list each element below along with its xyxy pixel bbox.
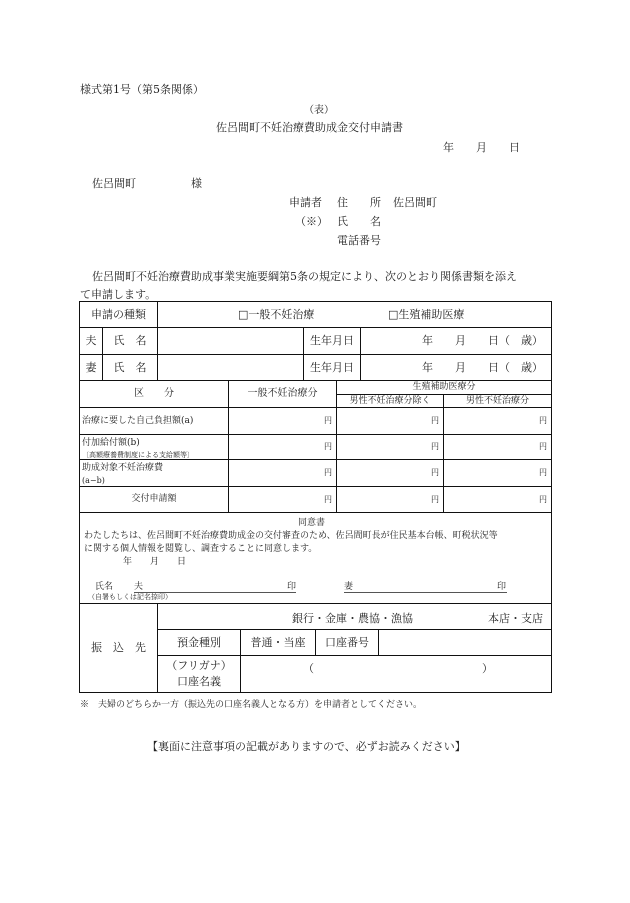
general-treatment-column-header: 一般不妊治療分 bbox=[247, 388, 318, 399]
yen-cell[interactable]: 円 bbox=[539, 442, 547, 452]
subsidy-target-row-label bbox=[82, 461, 228, 486]
category-header: 区 分 bbox=[134, 388, 174, 399]
wife-name-label: 氏 名 bbox=[113, 360, 147, 374]
applicant-footnote: ※ 夫婦のどちらか一方（振込先の口座名義人となる方）を申請者としてください。 bbox=[80, 700, 423, 710]
holder-paren-open: （ bbox=[303, 662, 314, 675]
option-assisted-reproduction[interactable]: □生殖補助医療 bbox=[388, 307, 465, 321]
consent-wife-label: 妻 bbox=[344, 582, 354, 592]
subsidy-target-formula: (a−b) bbox=[82, 476, 105, 485]
yen-cell[interactable]: 円 bbox=[324, 416, 332, 426]
phone-label: 電話番号 bbox=[337, 234, 381, 247]
address-value: 佐呂間町 bbox=[393, 196, 437, 209]
wife-signature-line[interactable] bbox=[344, 592, 507, 593]
yen-cell[interactable]: 円 bbox=[539, 468, 547, 478]
yen-cell[interactable]: 円 bbox=[431, 494, 439, 504]
consent-husband-label: 夫 bbox=[134, 582, 144, 592]
husband-label: 夫 bbox=[85, 334, 97, 348]
date-line: 年 月 日 bbox=[443, 141, 520, 154]
husband-name-label: 氏 名 bbox=[113, 334, 147, 348]
intro-line-2: て申請します。 bbox=[80, 288, 157, 301]
applicant-label: 申請者 bbox=[289, 196, 322, 209]
subsidy-target-label: 助成対象不妊治療費 bbox=[82, 463, 164, 473]
self-payment-row-label: 治療に要した自己負担額(a) bbox=[82, 415, 194, 426]
consent-name-label: 氏名 bbox=[95, 582, 114, 592]
account-number-field[interactable] bbox=[379, 630, 551, 655]
assisted-reproduction-column-header: 生殖補助医療分 bbox=[412, 382, 476, 393]
consent-date: 年 月 日 bbox=[123, 557, 187, 567]
transfer-destination-label: 振 込 先 bbox=[91, 641, 146, 655]
side-label: （表） bbox=[304, 105, 334, 116]
option-general-treatment[interactable]: □一般不妊治療 bbox=[238, 307, 315, 321]
wife-name-field[interactable] bbox=[158, 355, 303, 380]
yen-cell[interactable]: 円 bbox=[431, 416, 439, 426]
husband-name-field[interactable] bbox=[158, 328, 303, 354]
bank-institutions[interactable]: 銀行・金庫・農協・漁協 bbox=[292, 612, 413, 625]
account-holder-name-label: 口座名義 bbox=[177, 675, 221, 688]
address-label: 住 所 bbox=[337, 196, 381, 209]
yen-cell[interactable]: 円 bbox=[539, 494, 547, 504]
account-holder-label bbox=[158, 658, 240, 690]
male-infertility-column-header: 男性不妊治療分 bbox=[465, 395, 529, 406]
yen-cell[interactable]: 円 bbox=[324, 468, 332, 478]
wife-label: 妻 bbox=[85, 360, 97, 374]
consent-title: 同意書 bbox=[298, 518, 326, 528]
application-type-label: 申請の種類 bbox=[91, 307, 146, 321]
signature-note: （自署もしくは記名捺印） bbox=[88, 593, 172, 601]
form-title: 佐呂間町不妊治療費助成金交付申請書 bbox=[216, 121, 403, 134]
asterisk-note: （※） bbox=[295, 215, 328, 228]
wife-dob-field[interactable]: 年 月 日（ 歳） bbox=[422, 360, 543, 374]
yen-cell[interactable]: 円 bbox=[431, 468, 439, 478]
deposit-type-label: 預金種別 bbox=[177, 635, 221, 649]
husband-dob-label: 生年月日 bbox=[310, 334, 354, 348]
husband-dob-field[interactable]: 年 月 日（ 歳） bbox=[422, 334, 543, 348]
husband-seal: 印 bbox=[287, 582, 297, 592]
grant-request-row-label: 交付申請額 bbox=[131, 494, 177, 505]
account-number-label: 口座番号 bbox=[325, 635, 369, 649]
wife-seal: 印 bbox=[497, 582, 507, 592]
bank-branch[interactable]: 本店・支店 bbox=[488, 612, 543, 625]
consent-line-1: わたしたちは、佐呂間町不妊治療費助成金の交付審査のため、佐呂間町長が住民基本台帳、町税状況等 bbox=[84, 531, 498, 541]
yen-cell[interactable]: 円 bbox=[324, 442, 332, 452]
yen-cell[interactable]: 円 bbox=[431, 442, 439, 452]
deposit-type-value[interactable]: 普通・当座 bbox=[250, 635, 306, 649]
name-label: 氏 名 bbox=[337, 215, 381, 228]
consent-line-2: に関する個人情報を閲覧し、調査することに同意します。 bbox=[84, 544, 318, 554]
excluding-male-column-header: 男性不妊治療分除く bbox=[349, 395, 431, 406]
intro-line-1: 佐呂間町不妊治療費助成事業実施要綱第5条の規定により、次のとおり関係書類を添え bbox=[92, 270, 517, 283]
additional-benefit-note: 〔高額療養費制度による支給額等〕 bbox=[82, 451, 194, 459]
holder-paren-close: ） bbox=[482, 662, 493, 675]
furigana-label: （フリガナ） bbox=[166, 659, 232, 672]
additional-benefit-label: 付加給付額(b) bbox=[82, 438, 140, 448]
form-number: 様式第1号（第5条関係） bbox=[80, 83, 204, 96]
additional-benefit-row-label bbox=[82, 436, 228, 460]
back-side-notice: 【裏面に注意事項の記載がありますので、必ずお読みください】 bbox=[147, 740, 466, 753]
addressee: 佐呂間町 様 bbox=[92, 177, 202, 190]
yen-cell[interactable]: 円 bbox=[539, 416, 547, 426]
yen-cell[interactable]: 円 bbox=[324, 494, 332, 504]
wife-dob-label: 生年月日 bbox=[310, 360, 354, 374]
